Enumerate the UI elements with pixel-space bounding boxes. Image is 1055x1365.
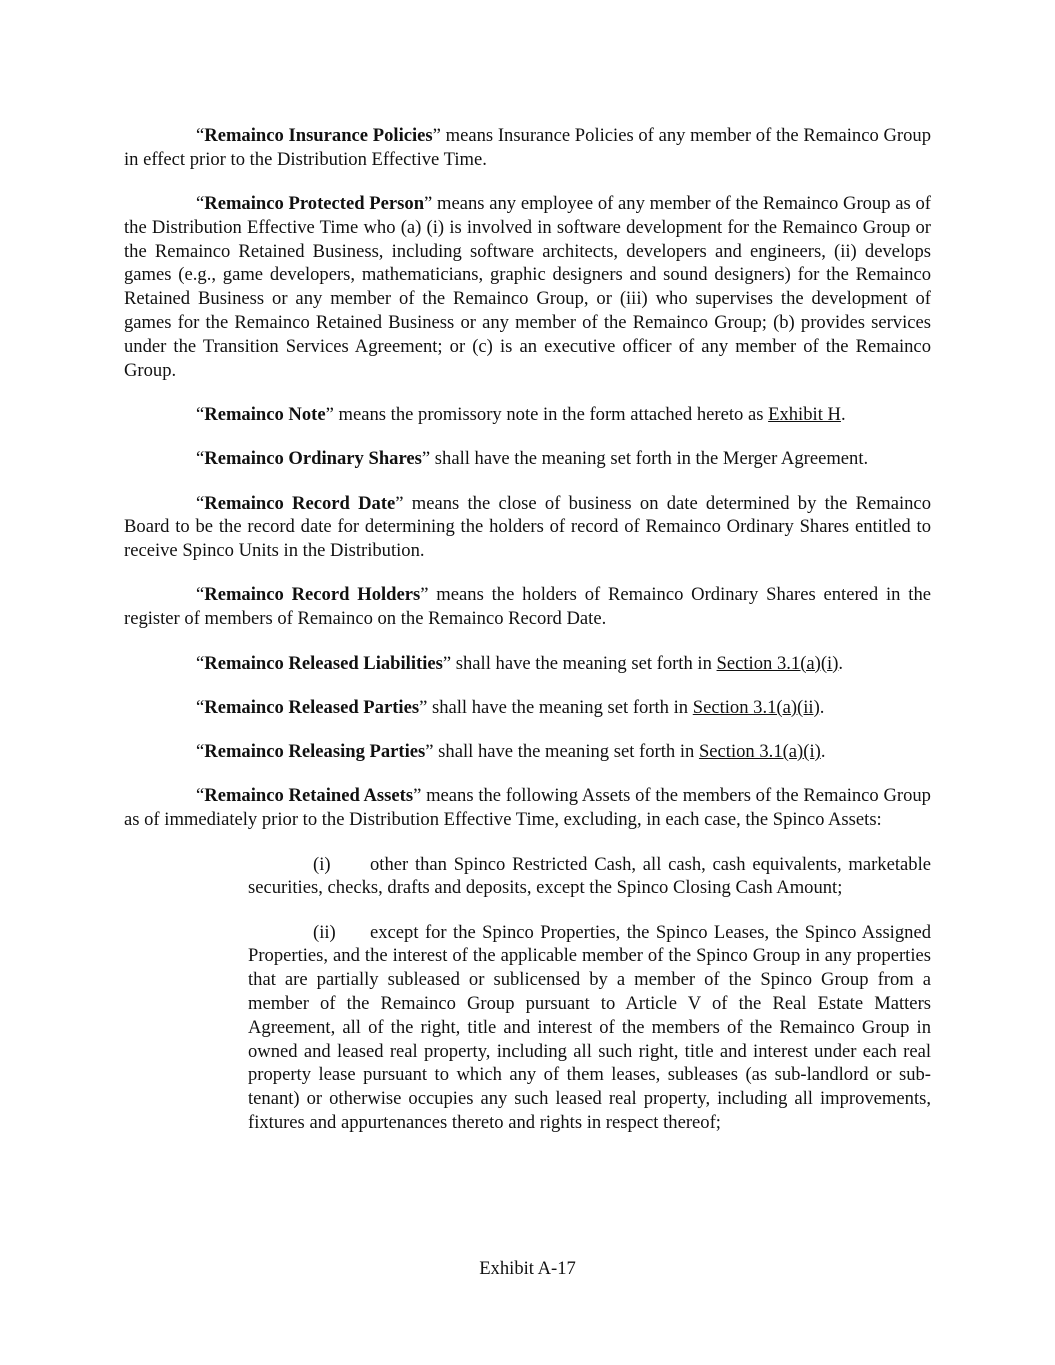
defined-term: Remainco Released Parties xyxy=(204,696,420,718)
defined-term: Remainco Record Date xyxy=(204,492,396,514)
defined-term: Remainco Record Holders xyxy=(204,584,421,606)
definition-text: ” means any employee of any member of the Remainco Group as of the Distribution Effective Time who (a) (i) is involved in software development for the Remainco Group or the Remainco Retained Business, including software architects, developers and engineers, (ii) develops games (e.g., game developers, mathematicians, graphic designers and sound designers) for the Remainco Retained Business or any member of the Remainco Group, or (iii) who supervises the development of games for the Remainco Retained Business or any member of the Remainco Group; (b) provides services under the Transition Services Agreement; or (c) is an executive officer of any member of the Remainco Group. xyxy=(124,193,931,381)
item-text: other than Spinco Restricted Cash, all cash, cash equivalents, marketable securities, checks, drafts and deposits, except the Spinco Closing Cash Amount; xyxy=(248,853,931,899)
definition-remainco-insurance-policies: “Remainco Insurance Policies” means Insurance Policies of any member of the Remainco Group in effect prior to the Distribution Effective Time. xyxy=(124,125,931,170)
item-text: except for the Spinco Properties, the Spinco Leases, the Spinco Assigned Properties, and the interest of the applicable member of the Spinco Group in any properties that are partially subleased or sublicensed by a member of the Spinco Group from a member of the Remainco Group pursuant to Article V of the Real Estate Matters Agreement, all of the right, title and interest of the members of the Remainco Group in owned and leased real property, including all such right, title and interest under each real property lease pursuant to which any of them leases, subleases (as sub-landlord or sub-tenant) or otherwise occupies any such leased real property, including all improvements, fixtures and appurtenances thereto and rights in respect thereof; xyxy=(248,921,931,1133)
item-number: (i) xyxy=(313,853,331,875)
definition-text: ” shall have the meaning set forth in the Merger Agreement. xyxy=(421,448,869,470)
document-body xyxy=(124,124,931,1155)
defined-term: Remainco Protected Person xyxy=(204,193,425,215)
definition-text: ” shall have the meaning set forth in xyxy=(419,696,693,718)
definition-remainco-protected-person: “Remainco Protected Person” means any employee of any member of the Remainco Group as of the Distribution Effective Time who (a) (i) is involved in software development for the Remainco Group or the Remainco Retained Business, including software architects, developers and engineers, (ii) develops games (e.g., game developers, mathematicians, graphic designers and sound designers) for the Remainco Retained Business or any member of the Remainco Group, or (iii) who supervises the development of games for the Remainco Retained Business or any member of the Remainco Group; (b) provides services under the Transition Services Agreement; or (c) is an executive officer of any member of the Remainco Group. xyxy=(124,193,931,381)
cross-reference-link[interactable]: Section 3.1(a)(ii) xyxy=(692,696,820,718)
definition-remainco-record-date: “Remainco Record Date” means the close of business on date determined by the Remainco Board to be the record date for determining the holders of record of Remainco Ordinary Shares entitled to receive Spinco Units in the Distribution. xyxy=(124,492,931,562)
definition-text: ” means Insurance Policies of any member of the Remainco Group in effect prior to the Distribution Effective Time. xyxy=(124,125,931,170)
definition-remainco-retained-assets: “Remainco Retained Assets” means the following Assets of the members of the Remainco Group as of immediately prior to the Distribution Effective Time, excluding, in each case, the Spinco Assets: xyxy=(124,785,931,831)
definition-remainco-ordinary-shares: “Remainco Ordinary Shares” shall have the meaning set forth in the Merger Agreement. xyxy=(196,448,869,470)
definition-remainco-released-liabilities: “Remainco Released Liabilities” shall have the meaning set forth in Section 3.1(a)(i). xyxy=(196,652,844,674)
defined-term: Remainco Retained Assets xyxy=(204,785,414,807)
definition-text: ” shall have the meaning set forth in xyxy=(442,652,717,674)
definition-remainco-releasing-parties: “Remainco Releasing Parties” shall have the meaning set forth in Section 3.1(a)(i). xyxy=(196,741,826,763)
defined-term: Remainco Note xyxy=(204,403,326,425)
page-footer: Exhibit A-17 xyxy=(479,1258,576,1279)
cross-reference-link[interactable]: Exhibit H xyxy=(768,403,841,425)
item-number: (ii) xyxy=(313,921,336,943)
definition-remainco-record-holders: “Remainco Record Holders” means the holders of Remainco Ordinary Shares entered in the register of members of Remainco on the Remainco Record Date. xyxy=(124,584,931,630)
definition-text: ” means the holders of Remainco Ordinary Shares entered in the register of members of Remainco on the Remainco Record Date. xyxy=(124,584,931,630)
definition-text: ” means the following Assets of the members of the Remainco Group as of immediately prior to the Distribution Effective Time, excluding, in each case, the Spinco Assets: xyxy=(124,785,931,831)
definition-remainco-released-parties: “Remainco Released Parties” shall have the meaning set forth in Section 3.1(a)(ii). xyxy=(196,696,825,718)
cross-reference-link[interactable]: Section 3.1(a)(i) xyxy=(698,741,821,763)
defined-term: Remainco Insurance Policies xyxy=(204,125,433,146)
defined-term: Remainco Ordinary Shares xyxy=(204,448,422,470)
list-item xyxy=(248,853,931,901)
defined-term: Remainco Releasing Parties xyxy=(204,741,426,763)
definition-remainco-note: “Remainco Note” means the promissory note in the form attached hereto as Exhibit H. xyxy=(196,403,846,425)
defined-term: Remainco Released Liabilities xyxy=(204,652,443,674)
definition-text: ” means the promissory note in the form attached hereto as xyxy=(325,403,769,425)
definition-text: ” shall have the meaning set forth in xyxy=(425,741,699,763)
definition-text: ” means the close of business on date determined by the Remainco Board to be the record date for determining the holders of record of Remainco Ordinary Shares entitled to receive Spinco Units in the Distribution. xyxy=(124,492,931,562)
cross-reference-link[interactable]: Section 3.1(a)(i) xyxy=(716,652,839,674)
list-item xyxy=(248,921,931,1135)
